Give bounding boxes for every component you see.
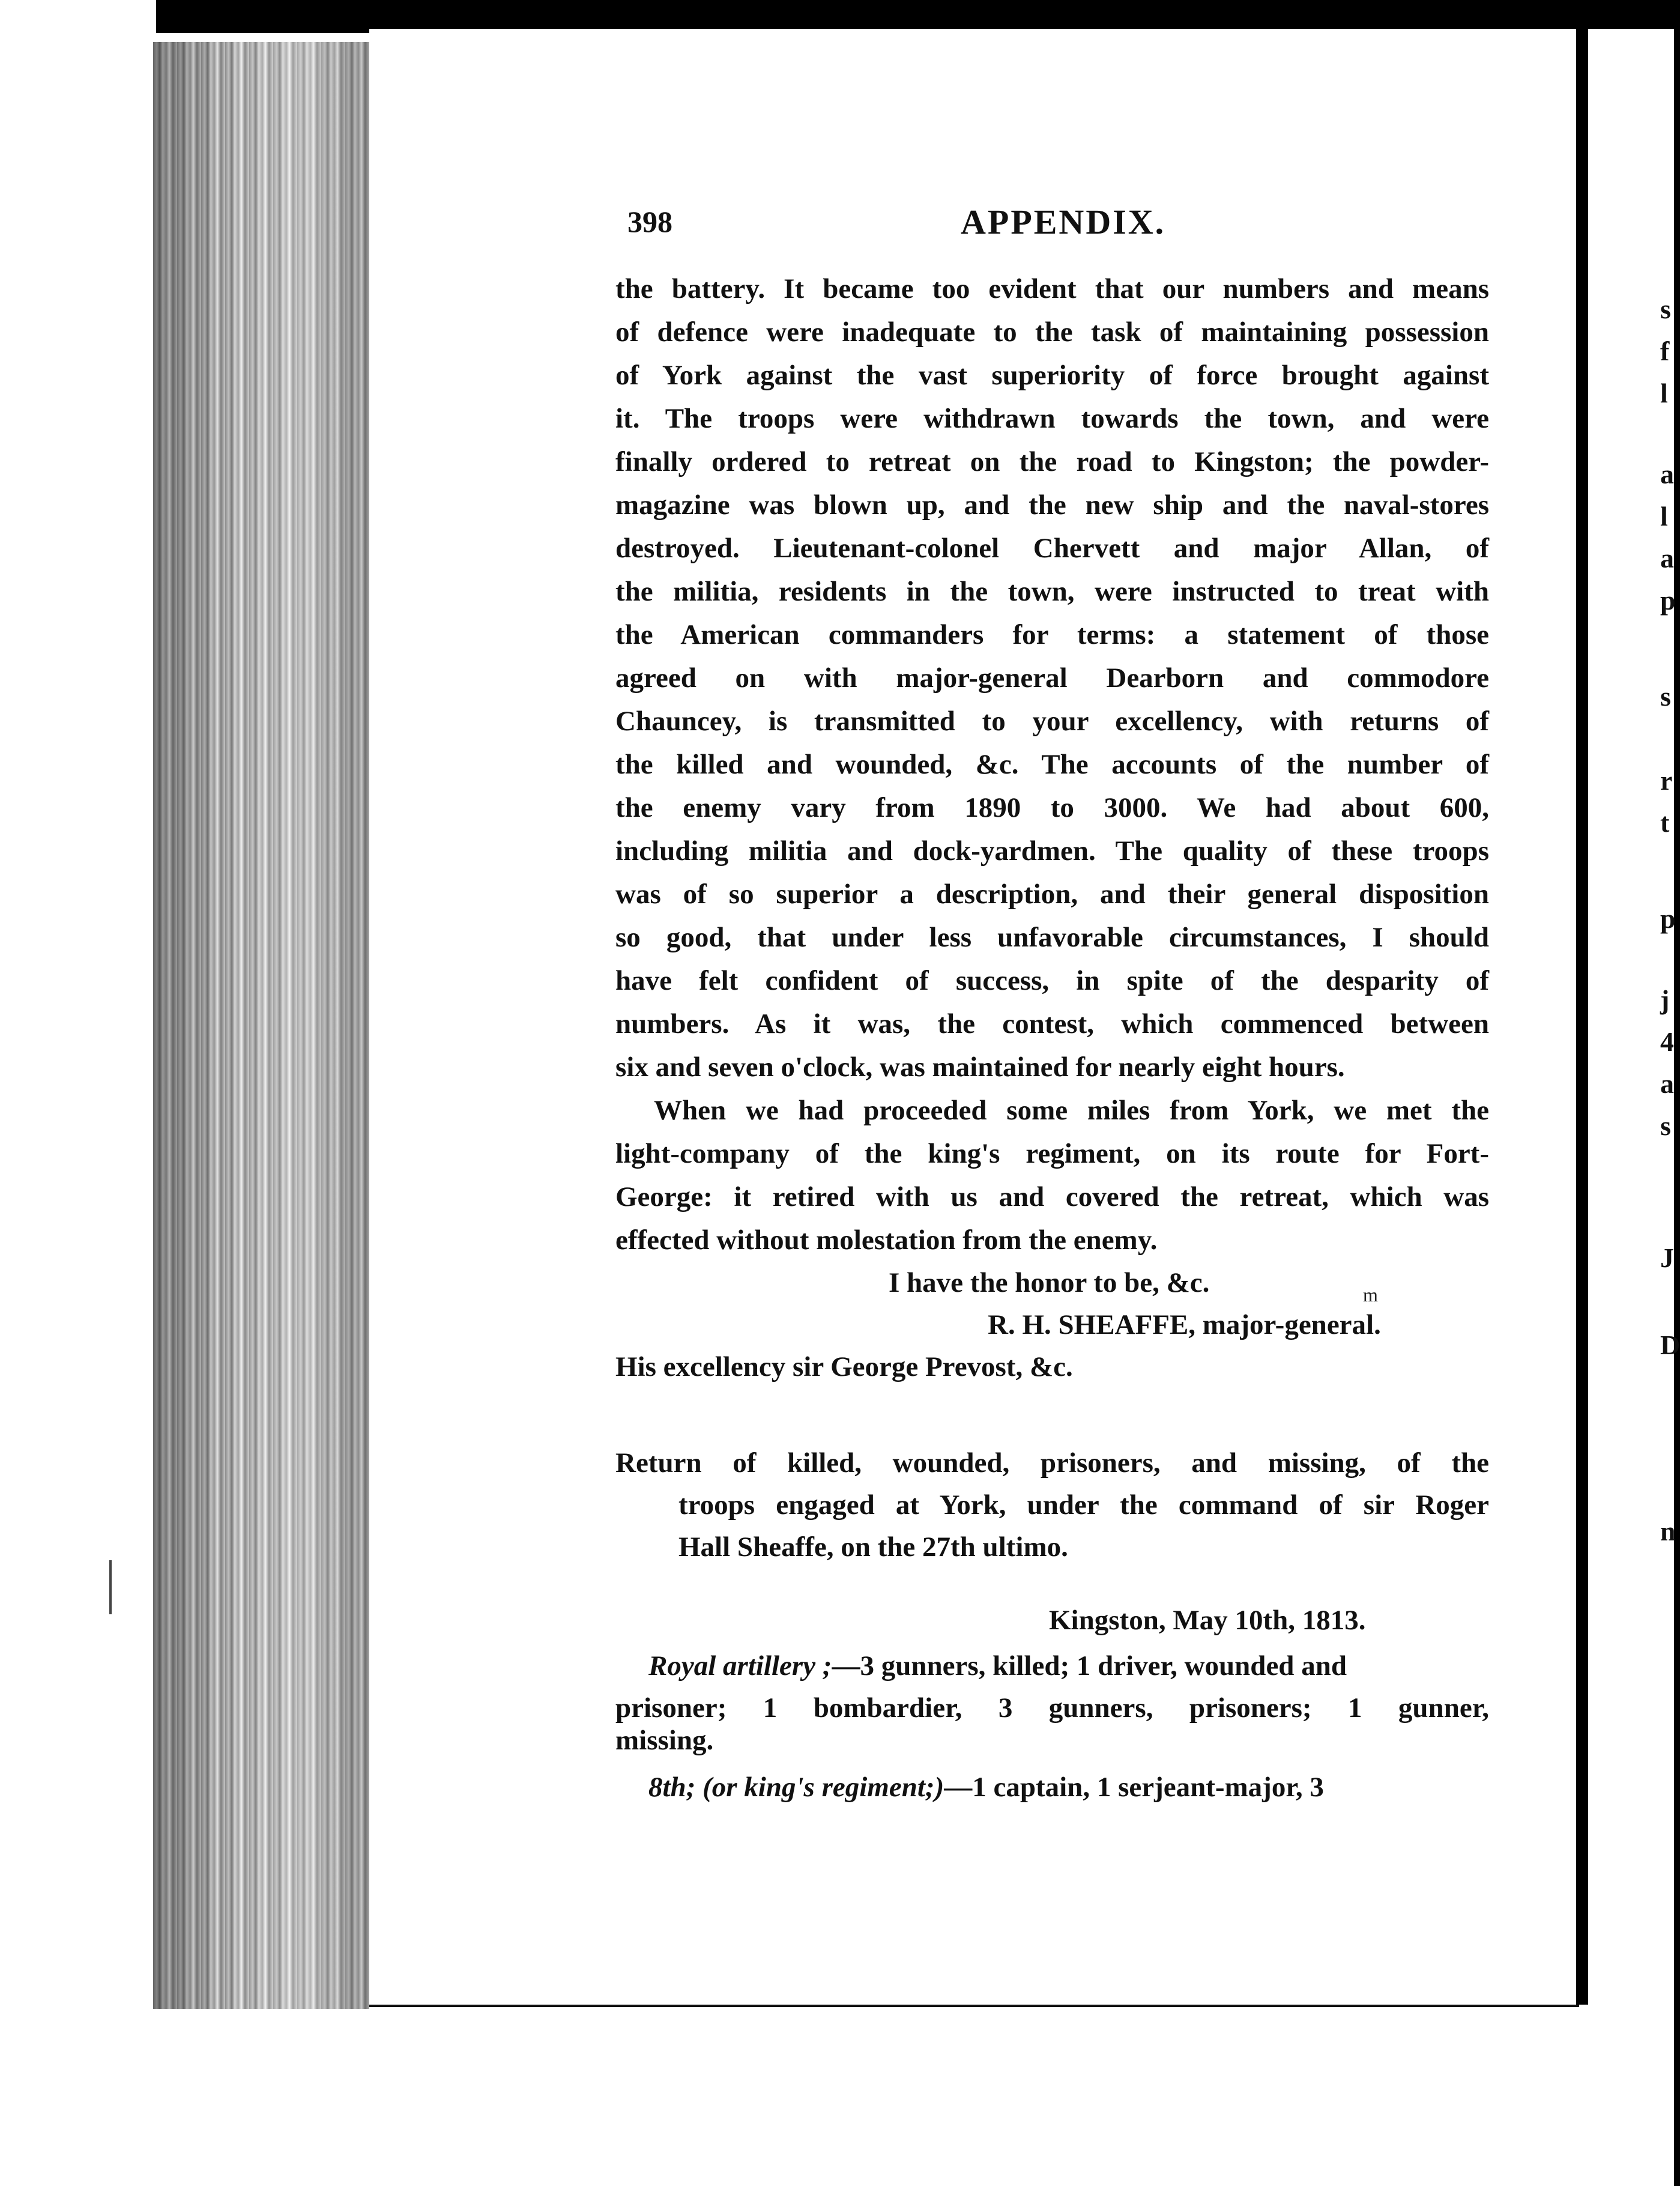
text-line: the battery. It became too evident that our numbers and means — [615, 273, 1489, 304]
facing-fragment: p — [1660, 903, 1676, 934]
facing-fragment: j — [1660, 984, 1670, 1015]
facing-fragment: D — [1660, 1330, 1680, 1360]
return-heading-line: Hall Sheaffe, on the 27th ultimo. — [678, 1531, 1068, 1563]
facing-fragment: r — [1660, 765, 1673, 796]
facing-fragment: s — [1660, 294, 1671, 324]
text-line: have felt confident of success, in spite of the desparity of — [615, 965, 1489, 996]
facing-fragment: s — [1660, 1110, 1671, 1141]
text-line: six and seven o'clock, was maintained for nearly eight hours. — [615, 1052, 1345, 1083]
facing-fragment: l — [1660, 501, 1668, 531]
running-head: APPENDIX. — [961, 202, 1166, 241]
text-line: the enemy vary from 1890 to 3000. We had about 600, — [615, 792, 1489, 823]
facing-fragment: a — [1660, 1068, 1674, 1099]
facing-fragment: a — [1660, 459, 1674, 489]
stray-mark: m — [1363, 1284, 1378, 1306]
bottom-scan-margin — [0, 2009, 1674, 2186]
addressee: His excellency sir George Prevost, &c. — [615, 1351, 1073, 1382]
book-page-edges — [153, 42, 369, 2138]
closing-salutation: I have the honor to be, &c. — [889, 1267, 1210, 1298]
text-line: magazine was blown up, and the new ship and the naval-stores — [615, 489, 1489, 521]
text-line: the American commanders for terms: a statement of those — [615, 619, 1489, 650]
signature: R. H. SHEAFFE, major-general. — [988, 1309, 1381, 1340]
text-line: Chauncey, is transmitted to your excellency, with returns of — [615, 706, 1489, 737]
letter-body — [615, 267, 1489, 1262]
book-gutter — [1576, 29, 1588, 2005]
eighth-regiment-text: —1 captain, 1 serjeant-major, 3 — [944, 1772, 1324, 1803]
text-line: the militia, residents in the town, were instructed to treat with — [615, 576, 1489, 607]
page-number: 398 — [627, 205, 672, 238]
page-header — [627, 204, 1498, 246]
text-line: of York against the vast superiority of force brought against — [615, 360, 1489, 391]
return-heading-line: troops engaged at York, under the command of sir Roger — [678, 1489, 1489, 1521]
text-line: of defence were inadequate to the task of maintaining possession — [615, 316, 1489, 348]
facing-fragment: 4 — [1660, 1026, 1674, 1057]
top-scan-border — [0, 0, 1674, 33]
page-edge-mark — [109, 1560, 118, 1614]
facing-fragment: a — [1660, 543, 1674, 574]
royal-artillery-entry — [648, 1644, 1489, 1688]
text-line: George: it retired with us and covered the retreat, which was — [615, 1181, 1489, 1213]
text-line: agreed on with major-general Dearborn and commodore — [615, 662, 1489, 694]
text-line: including militia and dock-yardmen. The quality of these troops — [615, 835, 1489, 867]
left-scan-margin — [0, 0, 156, 2186]
text-line: numbers. As it was, the contest, which commenced between — [615, 1008, 1489, 1040]
text-line: so good, that under less unfavorable circumstances, I should — [615, 922, 1489, 953]
return-heading-line: Return of killed, wounded, prisoners, and missing, of the — [615, 1447, 1489, 1479]
text-line: it. The troops were withdrawn towards the town, and were — [615, 403, 1489, 434]
text-line: effected without molestation from the enemy. — [615, 1225, 1158, 1256]
eighth-regiment-entry — [648, 1766, 1489, 1809]
facing-page — [1588, 29, 1680, 2005]
facing-fragment: l — [1660, 378, 1668, 408]
text-line: was of so superior a description, and their general disposition — [615, 879, 1489, 910]
facing-fragment: t — [1660, 807, 1670, 838]
facing-fragment: J — [1660, 1243, 1674, 1273]
royal-artillery-text: prisoner; 1 bombardier, 3 gunners, prisoners; 1 gunner, — [615, 1692, 1489, 1724]
text-line: light-company of the king's regiment, on its route for Fort- — [615, 1138, 1489, 1169]
facing-fragment: s — [1660, 681, 1671, 712]
royal-artillery-text: missing. — [615, 1725, 714, 1756]
dateline: Kingston, May 10th, 1813. — [1049, 1605, 1366, 1636]
text-line: the killed and wounded, &c. The accounts of the number of — [615, 749, 1489, 780]
text-line: finally ordered to retreat on the road to Kingston; the powder- — [615, 446, 1489, 477]
text-line: When we had proceeded some miles from York, we met the — [654, 1095, 1489, 1126]
facing-fragment: f — [1660, 336, 1670, 366]
royal-artillery-label: Royal artillery ; — [648, 1650, 832, 1682]
facing-fragment: p — [1660, 585, 1676, 616]
eighth-regiment-label: 8th; (or king's regiment;) — [648, 1772, 944, 1803]
text-line: destroyed. Lieutenant-colonel Chervett and major Allan, of — [615, 533, 1489, 564]
royal-artillery-text: —3 gunners, killed; 1 driver, wounded and — [832, 1650, 1347, 1682]
facing-fragment: n — [1660, 1516, 1676, 1546]
